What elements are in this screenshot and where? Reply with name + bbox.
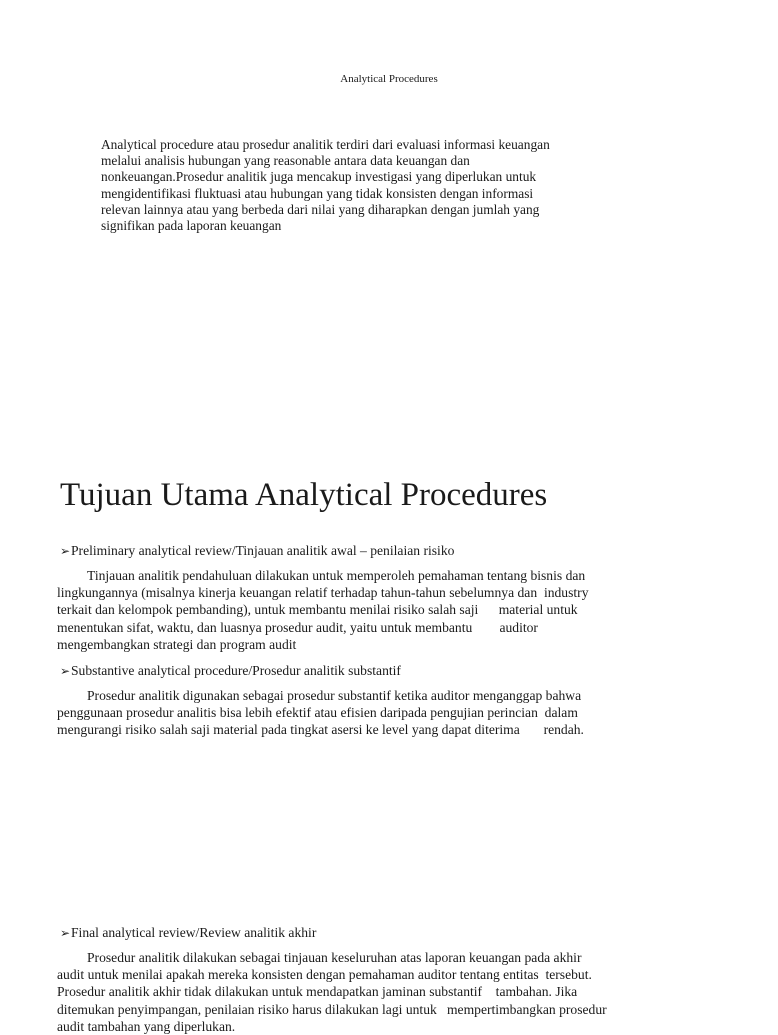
paragraph-line: Prosedur analitik digunakan sebagai prosedur substantif ketika auditor menganggap bahwa	[87, 688, 582, 703]
paragraph-line: penggunaan prosedur analitis bisa lebih efektif atau efisien daripada pengujian perincian dalam	[57, 705, 578, 721]
paragraph-line: lingkungannya (misalnya kinerja keuangan relatif terhadap tahun-tahun sebelumnya dan industry	[57, 585, 589, 601]
intro-line: Analytical procedure atau prosedur analitik terdiri dari evaluasi informasi keuangan	[101, 137, 550, 152]
intro-line: relevan lainnya atau yang berbeda dari nilai yang diharapkan dengan jumlah yang	[101, 201, 540, 217]
intro-paragraph	[101, 137, 661, 234]
arrow-bullet-icon: ➢	[60, 664, 71, 678]
intro-line: nonkeuangan.Prosedur analitik juga mencakup investigasi yang diperlukan untuk	[101, 169, 537, 185]
arrow-bullet-icon: ➢	[60, 926, 71, 940]
intro-line: signifikan pada laporan keuangan	[101, 218, 282, 234]
paragraph-line: Prosedur analitik akhir tidak dilakukan untuk mendapatkan jaminan substantif tambahan. Jika	[57, 984, 578, 1000]
paragraph-line: Prosedur analitik dilakukan sebagai tinjauan keseluruhan atas laporan keuangan pada akhir	[87, 950, 582, 965]
document-title: Analytical Procedures	[340, 73, 438, 85]
paragraph-line: terkait dan kelompok pembanding), untuk membantu menilai risiko salah saji material untuk	[57, 602, 578, 618]
section-heading: Tujuan Utama Analytical Procedures	[60, 477, 548, 513]
bullet-preliminary-review	[60, 542, 454, 560]
paragraph-line: mengembangkan strategi dan program audit	[57, 636, 297, 652]
paragraph-final-review	[57, 949, 717, 1035]
paragraph-line: audit tambahan yang diperlukan.	[57, 1018, 236, 1034]
intro-line: melalui analisis hubungan yang reasonable antara data keuangan dan	[101, 153, 470, 169]
paragraph-line: ditemukan penyimpangan, penilaian risiko harus dilakukan lagi untuk mempertimbangkan prosedur	[57, 1001, 607, 1017]
bullet-substantive-procedure	[60, 662, 401, 680]
intro-line: mengidentifikasi fluktuasi atau hubungan yang tidak konsisten dengan informasi	[101, 185, 534, 201]
paragraph-substantive-procedure	[57, 687, 717, 739]
arrow-bullet-icon: ➢	[60, 544, 71, 558]
bullet-label: Final analytical review/Review analitik akhir	[71, 925, 317, 940]
paragraph-line: menentukan sifat, waktu, dan luasnya prosedur audit, yaitu untuk membantu auditor	[57, 619, 538, 635]
paragraph-line: Tinjauan analitik pendahuluan dilakukan untuk memperoleh pemahaman tentang bisnis dan	[87, 568, 586, 583]
bullet-label: Substantive analytical procedure/Prosedur analitik substantif	[71, 663, 401, 678]
bullet-label: Preliminary analytical review/Tinjauan analitik awal – penilaian risiko	[71, 543, 455, 558]
bullet-final-review	[60, 924, 316, 942]
paragraph-preliminary-review	[57, 567, 717, 653]
paragraph-line: audit untuk menilai apakah mereka konsisten dengan pemahaman auditor tentang entitas tersebut.	[57, 967, 592, 983]
paragraph-line: mengurangi risiko salah saji material pada tingkat asersi ke level yang dapat diterima rendah.	[57, 722, 584, 738]
